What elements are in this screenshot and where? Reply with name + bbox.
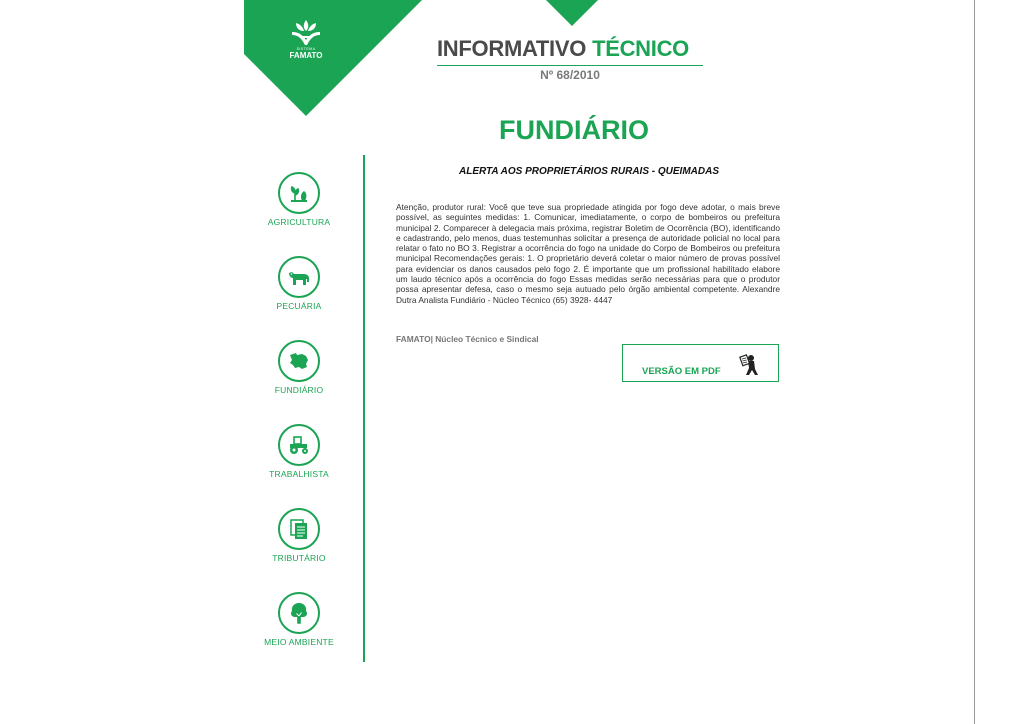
sidebar-item-label: FUNDIÁRIO bbox=[274, 385, 324, 395]
sidebar-divider bbox=[363, 155, 365, 662]
header-title bbox=[437, 36, 689, 62]
sidebar-item-label: TRIBUTÁRIO bbox=[272, 553, 326, 563]
logo-system-label: SISTEMA bbox=[296, 47, 316, 51]
sidebar-item-label: TRABALHISTA bbox=[269, 469, 329, 479]
article-source: FAMATO| Núcleo Técnico e Sindical bbox=[396, 334, 539, 344]
sidebar-item-pecuaria[interactable] bbox=[249, 256, 349, 311]
sidebar-item-fundiario[interactable] bbox=[249, 340, 349, 395]
reading-man-icon bbox=[736, 351, 762, 377]
header-divider bbox=[437, 65, 703, 66]
cattle-icon bbox=[278, 256, 320, 298]
pdf-version-button[interactable] bbox=[622, 344, 779, 382]
sidebar-item-label: MEIO AMBIENTE bbox=[264, 637, 334, 647]
sidebar-item-meio-ambiente[interactable] bbox=[249, 592, 349, 647]
tree-icon bbox=[278, 592, 320, 634]
tractor-icon bbox=[278, 424, 320, 466]
sidebar-item-agricultura[interactable] bbox=[249, 172, 349, 227]
page-edge-rule bbox=[974, 0, 975, 724]
logo-name: FAMATO bbox=[289, 51, 323, 60]
article-title: ALERTA AOS PROPRIETÁRIOS RURAIS - QUEIMADAS bbox=[458, 166, 719, 177]
documents-icon bbox=[278, 508, 320, 550]
sidebar-item-label: AGRICULTURA bbox=[267, 217, 331, 227]
famato-logo[interactable] bbox=[283, 18, 329, 60]
sidebar-item-tributario[interactable] bbox=[249, 508, 349, 563]
header-title-part1: INFORMATIVO bbox=[437, 36, 587, 61]
pdf-button-label: VERSÃO EM PDF bbox=[642, 366, 721, 377]
article-body: Atenção, produtor rural: Você que teve sua propriedade atingida por fogo deve adotar, o mais breve possível, as seguintes medidas: 1. Comunicar, imediatamente, o corpo de bombeiros ou prefeitura municipal 2. Comparecer à delegacia mais próxima, registrar Boletim de Ocorrência (BO), identificando e cadastrando, pelo menos, duas testemunhas solicitar a presença de autoridade policial no local para relatar o fato no BO 3. Registrar a ocorrência do fogo na unidade do Corpo de Bombeiros ou prefeitura municipal Recomendações gerais: 1. O proprietário deverá coletar o maior número de provas possível para evidenciar os danos causados pelo fogo 2. É importante que um profissional habilitado elabore um laudo técnico após a ocorrência do fogo Essas medidas serão necessárias para que o produtor possa apresentar defesa, caso o mesmo seja autuado pelo órgão ambiental competente. Alexandre Dutra Analista Fundiário - Núcleo Técnico (65) 3928- 4447 bbox=[396, 202, 780, 305]
plant-icon bbox=[278, 172, 320, 214]
map-icon bbox=[278, 340, 320, 382]
header-title-part2: TÉCNICO bbox=[592, 36, 689, 61]
section-title: FUNDIÁRIO bbox=[499, 115, 649, 145]
logo-emblem-icon bbox=[288, 18, 324, 48]
sidebar-item-trabalhista[interactable] bbox=[249, 424, 349, 479]
issue-number: Nº 68/2010 bbox=[540, 68, 600, 82]
sidebar-item-label: PECUÁRIA bbox=[276, 301, 322, 311]
